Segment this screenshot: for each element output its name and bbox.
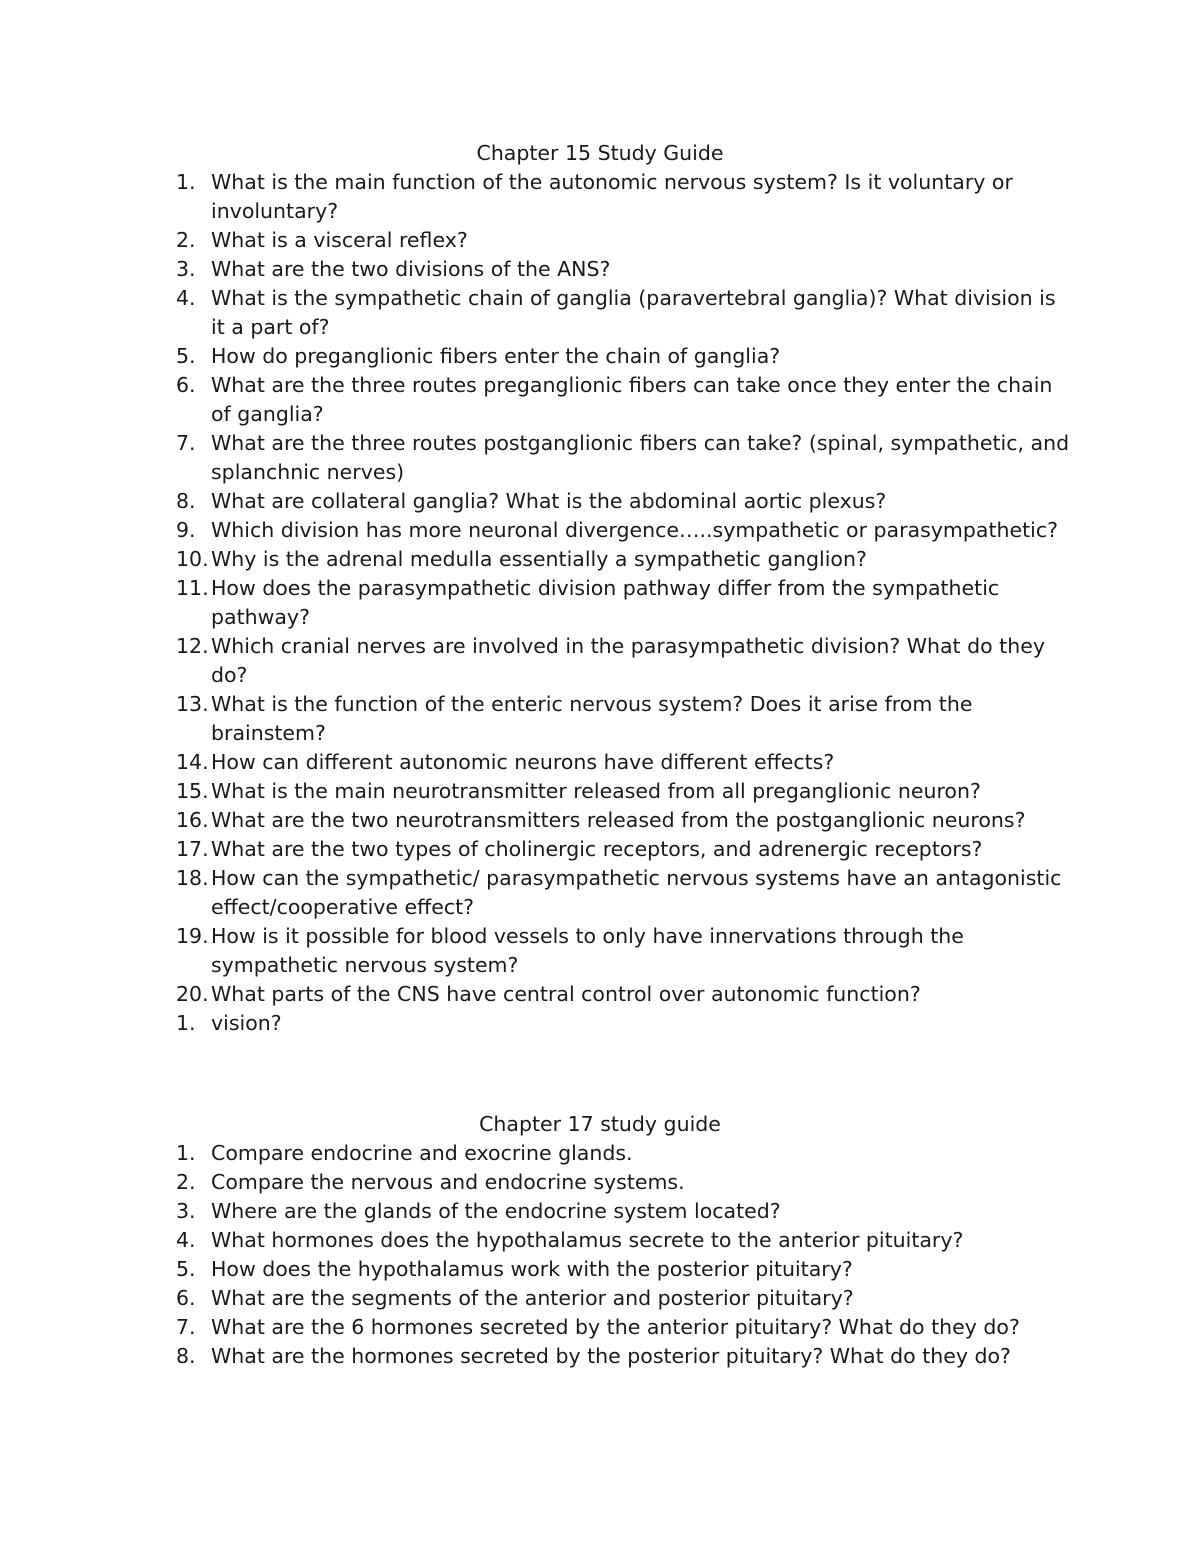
list-item <box>0 516 1200 545</box>
item-number: 3. <box>176 257 196 281</box>
item-text: How does the hypothalamus work with the posterior pituitary? <box>211 1257 853 1281</box>
item-text: What are the three routes preganglionic fibers can take once they enter the chain of ganglia? <box>211 373 1053 426</box>
item-text: vision? <box>211 1011 282 1035</box>
item-number: 12. <box>176 634 209 658</box>
item-text: Why is the adrenal medulla essentially a sympathetic ganglion? <box>211 547 867 571</box>
item-number: 14. <box>176 750 209 774</box>
list-item <box>0 1197 1200 1226</box>
list-item <box>0 922 1200 980</box>
item-number: 2. <box>176 1170 196 1194</box>
list-item <box>0 284 1200 342</box>
item-text: What are the two divisions of the ANS? <box>211 257 611 281</box>
list-item <box>0 632 1200 690</box>
item-text: What is a visceral reflex? <box>211 228 468 252</box>
list-item <box>0 255 1200 284</box>
item-text: What are the two types of cholinergic receptors, and adrenergic receptors? <box>211 837 983 861</box>
item-number: 1. <box>176 1011 196 1035</box>
item-number: 5. <box>176 344 196 368</box>
item-number: 17. <box>176 837 209 861</box>
item-text: What is the sympathetic chain of ganglia (paravertebral ganglia)? What division is it a part of? <box>211 286 1056 339</box>
list-item <box>0 1168 1200 1197</box>
item-text: Where are the glands of the endocrine system located? <box>211 1199 781 1223</box>
list-item <box>0 1284 1200 1313</box>
item-text: What are the 6 hormones secreted by the anterior pituitary? What do they do? <box>211 1315 1020 1339</box>
item-text: Which cranial nerves are involved in the parasympathetic division? What do they do? <box>211 634 1045 687</box>
list-item <box>0 748 1200 777</box>
question-list <box>0 168 1200 1038</box>
item-text: What is the function of the enteric nervous system? Does it arise from the brainstem? <box>211 692 973 745</box>
item-text: What are the two neurotransmitters released from the postganglionic neurons? <box>211 808 1026 832</box>
list-item <box>0 371 1200 429</box>
item-number: 5. <box>176 1257 196 1281</box>
item-text: What are the segments of the anterior and posterior pituitary? <box>211 1286 854 1310</box>
list-item <box>0 1139 1200 1168</box>
item-number: 7. <box>176 431 196 455</box>
item-text: What are the three routes postganglionic fibers can take? (spinal, sympathetic, and splanchnic nerves) <box>211 431 1070 484</box>
item-text: How is it possible for blood vessels to only have innervations through the sympathetic nervous system? <box>211 924 964 977</box>
item-number: 13. <box>176 692 209 716</box>
list-item <box>0 864 1200 922</box>
item-text: How can the sympathetic/ parasympathetic nervous systems have an antagonistic effect/cooperative effect? <box>211 866 1062 919</box>
question-list <box>0 1139 1200 1371</box>
item-number: 19. <box>176 924 209 948</box>
list-item <box>0 980 1200 1009</box>
item-number: 11. <box>176 576 209 600</box>
list-item <box>0 1313 1200 1342</box>
item-text: Compare the nervous and endocrine systems. <box>211 1170 685 1194</box>
item-number: 16. <box>176 808 209 832</box>
chapter-17-section <box>0 1110 1200 1371</box>
item-text: What is the main function of the autonomic nervous system? Is it voluntary or involuntary? <box>211 170 1013 223</box>
item-text: What are collateral ganglia? What is the abdominal aortic plexus? <box>211 489 887 513</box>
item-number: 15. <box>176 779 209 803</box>
list-item <box>0 574 1200 632</box>
item-number: 1. <box>176 170 196 194</box>
list-item <box>0 1255 1200 1284</box>
list-item <box>0 168 1200 226</box>
list-item <box>0 226 1200 255</box>
item-number: 4. <box>176 286 196 310</box>
item-text: What parts of the CNS have central control over autonomic function? <box>211 982 921 1006</box>
list-item <box>0 545 1200 574</box>
item-text: How do preganglionic fibers enter the chain of ganglia? <box>211 344 781 368</box>
item-number: 20. <box>176 982 209 1006</box>
item-number: 2. <box>176 228 196 252</box>
item-number: 10. <box>176 547 209 571</box>
item-number: 8. <box>176 1344 196 1368</box>
item-number: 4. <box>176 1228 196 1252</box>
list-item <box>0 429 1200 487</box>
item-number: 9. <box>176 518 196 542</box>
item-number: 8. <box>176 489 196 513</box>
item-text: What is the main neurotransmitter released from all preganglionic neuron? <box>211 779 981 803</box>
item-text: How can different autonomic neurons have different effects? <box>211 750 835 774</box>
list-item <box>0 1342 1200 1371</box>
list-item <box>0 690 1200 748</box>
item-number: 6. <box>176 373 196 397</box>
list-item <box>0 1226 1200 1255</box>
item-text: Compare endocrine and exocrine glands. <box>211 1141 633 1165</box>
item-number: 7. <box>176 1315 196 1339</box>
item-text: How does the parasympathetic division pathway differ from the sympathetic pathway? <box>211 576 1000 629</box>
list-item <box>0 777 1200 806</box>
item-number: 3. <box>176 1199 196 1223</box>
item-number: 6. <box>176 1286 196 1310</box>
list-item <box>0 806 1200 835</box>
item-text: What hormones does the hypothalamus secrete to the anterior pituitary? <box>211 1228 964 1252</box>
item-number: 1. <box>176 1141 196 1165</box>
list-item <box>0 342 1200 371</box>
item-text: Which division has more neuronal divergence…..sympathetic or parasympathetic? <box>211 518 1058 542</box>
list-item <box>0 1009 1200 1038</box>
item-number: 18. <box>176 866 209 890</box>
list-item <box>0 487 1200 516</box>
section-heading: Chapter 17 study guide <box>479 1112 721 1136</box>
section-heading: Chapter 15 Study Guide <box>476 141 724 165</box>
chapter-15-section <box>0 139 1200 1038</box>
item-text: What are the hormones secreted by the posterior pituitary? What do they do? <box>211 1344 1011 1368</box>
list-item <box>0 835 1200 864</box>
